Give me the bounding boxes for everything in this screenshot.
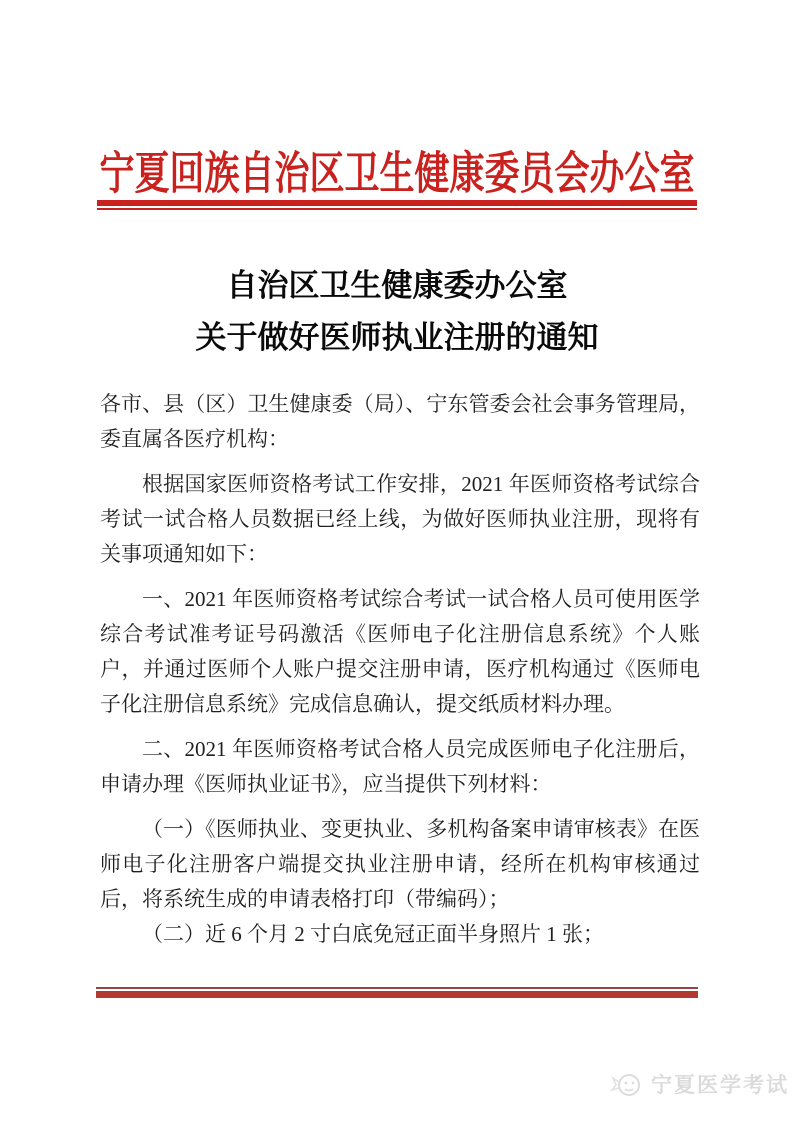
paragraph-material-2: （二）近 6 个月 2 寸白底免冠正面半身照片 1 张； xyxy=(142,922,604,946)
document-title xyxy=(0,260,794,364)
paragraph-item-2: 二、2021 年医师资格考试合格人员完成医师电子化注册后，申请办理《医师执业证书》，应当提供下列材料： xyxy=(100,737,700,796)
fish-logo-icon xyxy=(610,1068,642,1100)
watermark-label: 宁夏医学考试 xyxy=(651,1073,789,1097)
letterhead-rule-thin xyxy=(97,208,697,210)
watermark xyxy=(610,1068,789,1100)
letterhead-title: 宁夏回族自治区卫生健康委员会办公室 xyxy=(99,148,695,199)
document-body xyxy=(100,387,700,952)
paragraph-addressees: 各市、县（区）卫生健康委（局）、宁东管委会社会事务管理局，委直属各医疗机构： xyxy=(100,392,700,451)
paragraph-intro: 根据国家医师资格考试工作安排，2021 年医师资格考试综合考试一试合格人员数据已经上线，为做好医师执业注册，现将有关事项通知如下： xyxy=(100,472,700,566)
letterhead-rule xyxy=(97,200,697,210)
document-title-line-2: 关于做好医师执业注册的通知 xyxy=(195,320,599,355)
document-title-line-1: 自治区卫生健康委办公室 xyxy=(226,268,568,303)
footer-rule-thick xyxy=(96,991,698,998)
paragraph-material-1: （一）《医师执业、变更执业、多机构备案申请审核表》在医师电子化注册客户端提交执业注册申请，经所在机构审核通过后，将系统生成的申请表格打印（带编码）； xyxy=(100,817,700,911)
paragraph-item-1: 一、2021 年医师资格考试综合考试一试合格人员可使用医学综合考试准考证号码激活《医师电子化注册信息系统》个人账户，并通过医师个人账户提交注册申请，医疗机构通过《医师电子化注册信息系统》完成信息确认，提交纸质材料办理。 xyxy=(100,587,700,716)
footer-rule xyxy=(96,987,698,998)
footer-rule-thin xyxy=(96,987,698,989)
letterhead-rule-thick xyxy=(97,200,697,206)
